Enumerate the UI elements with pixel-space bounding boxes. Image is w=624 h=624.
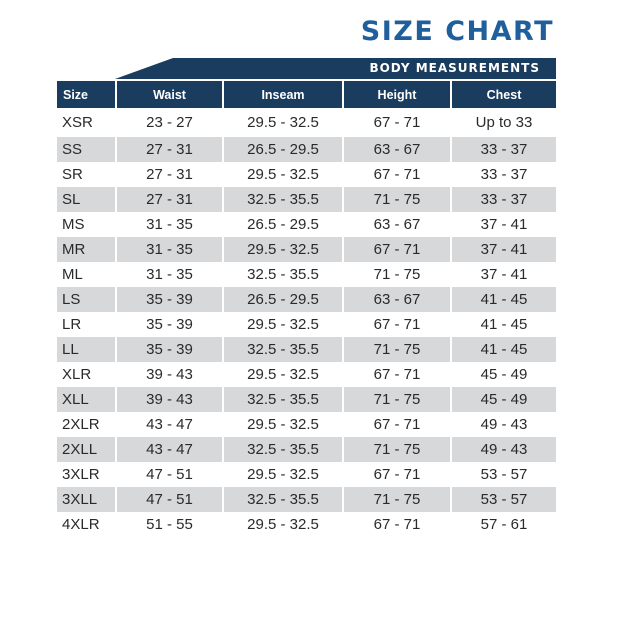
cell-height: 67 - 71: [343, 237, 451, 262]
cell-height: 71 - 75: [343, 387, 451, 412]
cell-height: 67 - 71: [343, 512, 451, 537]
cell-inseam: 32.5 - 35.5: [223, 262, 343, 287]
cell-inseam: 26.5 - 29.5: [223, 212, 343, 237]
cell-inseam: 32.5 - 35.5: [223, 487, 343, 512]
cell-inseam: 29.5 - 32.5: [223, 412, 343, 437]
cell-height: 67 - 71: [343, 108, 451, 137]
cell-inseam: 29.5 - 32.5: [223, 237, 343, 262]
cell-height: 71 - 75: [343, 187, 451, 212]
cell-chest: 53 - 57: [451, 462, 556, 487]
cell-waist: 43 - 47: [116, 437, 223, 462]
cell-inseam: 29.5 - 32.5: [223, 162, 343, 187]
cell-chest: 37 - 41: [451, 237, 556, 262]
cell-chest: 41 - 45: [451, 337, 556, 362]
table-row: [57, 337, 556, 362]
cell-inseam: 29.5 - 32.5: [223, 462, 343, 487]
cell-inseam: 26.5 - 29.5: [223, 287, 343, 312]
cell-size: 2XLR: [57, 412, 116, 437]
cell-size: 3XLL: [57, 487, 116, 512]
cell-inseam: 29.5 - 32.5: [223, 312, 343, 337]
table-row: [57, 387, 556, 412]
cell-inseam: 32.5 - 35.5: [223, 337, 343, 362]
table-row: [57, 437, 556, 462]
header-row: [57, 81, 556, 108]
cell-chest: 37 - 41: [451, 262, 556, 287]
table-row: [57, 162, 556, 187]
cell-inseam: 26.5 - 29.5: [223, 137, 343, 162]
page-title: SIZE CHART: [360, 16, 554, 47]
table-row: [57, 187, 556, 212]
cell-size: LR: [57, 312, 116, 337]
cell-waist: 47 - 51: [116, 487, 223, 512]
cell-height: 71 - 75: [343, 262, 451, 287]
table-row: [57, 108, 556, 137]
cell-chest: 45 - 49: [451, 362, 556, 387]
cell-size: SR: [57, 162, 116, 187]
cell-waist: 39 - 43: [116, 362, 223, 387]
cell-waist: 27 - 31: [116, 137, 223, 162]
cell-size: SL: [57, 187, 116, 212]
cell-chest: 33 - 37: [451, 162, 556, 187]
cell-height: 67 - 71: [343, 362, 451, 387]
cell-inseam: 29.5 - 32.5: [223, 108, 343, 137]
table-body: [57, 108, 556, 537]
header-height: Height: [343, 81, 451, 108]
cell-waist: 27 - 31: [116, 187, 223, 212]
cell-waist: 31 - 35: [116, 212, 223, 237]
cell-height: 67 - 71: [343, 462, 451, 487]
header-size: Size: [57, 81, 116, 108]
cell-inseam: 29.5 - 32.5: [223, 362, 343, 387]
header-inseam: Inseam: [223, 81, 343, 108]
cell-chest: Up to 33: [451, 108, 556, 137]
table-row: [57, 487, 556, 512]
table-row: [57, 237, 556, 262]
table-row: [57, 512, 556, 537]
cell-waist: 47 - 51: [116, 462, 223, 487]
cell-chest: 49 - 43: [451, 437, 556, 462]
cell-waist: 35 - 39: [116, 287, 223, 312]
table-row: [57, 412, 556, 437]
cell-waist: 35 - 39: [116, 337, 223, 362]
cell-chest: 45 - 49: [451, 387, 556, 412]
cell-inseam: 32.5 - 35.5: [223, 187, 343, 212]
table-row: [57, 212, 556, 237]
cell-chest: 37 - 41: [451, 212, 556, 237]
cell-size: 2XLL: [57, 437, 116, 462]
cell-size: SS: [57, 137, 116, 162]
cell-waist: 31 - 35: [116, 262, 223, 287]
cell-height: 71 - 75: [343, 337, 451, 362]
cell-height: 71 - 75: [343, 487, 451, 512]
table-row: [57, 462, 556, 487]
cell-height: 67 - 71: [343, 312, 451, 337]
size-chart-table: [57, 81, 556, 537]
cell-size: LL: [57, 337, 116, 362]
header-chest: Chest: [451, 81, 556, 108]
cell-size: ML: [57, 262, 116, 287]
cell-height: 63 - 67: [343, 287, 451, 312]
cell-waist: 27 - 31: [116, 162, 223, 187]
table-row: [57, 137, 556, 162]
cell-inseam: 29.5 - 32.5: [223, 512, 343, 537]
cell-size: XSR: [57, 108, 116, 137]
cell-waist: 51 - 55: [116, 512, 223, 537]
cell-size: XLL: [57, 387, 116, 412]
cell-chest: 33 - 37: [451, 187, 556, 212]
cell-chest: 33 - 37: [451, 137, 556, 162]
cell-size: MR: [57, 237, 116, 262]
cell-chest: 53 - 57: [451, 487, 556, 512]
cell-waist: 31 - 35: [116, 237, 223, 262]
cell-chest: 57 - 61: [451, 512, 556, 537]
cell-chest: 49 - 43: [451, 412, 556, 437]
cell-height: 63 - 67: [343, 137, 451, 162]
cell-height: 63 - 67: [343, 212, 451, 237]
cell-chest: 41 - 45: [451, 287, 556, 312]
header-waist: Waist: [116, 81, 223, 108]
table-row: [57, 362, 556, 387]
body-measurements-banner: [115, 58, 556, 79]
cell-waist: 43 - 47: [116, 412, 223, 437]
cell-height: 71 - 75: [343, 437, 451, 462]
cell-waist: 39 - 43: [116, 387, 223, 412]
cell-size: MS: [57, 212, 116, 237]
table-row: [57, 262, 556, 287]
cell-height: 67 - 71: [343, 162, 451, 187]
cell-height: 67 - 71: [343, 412, 451, 437]
cell-waist: 35 - 39: [116, 312, 223, 337]
cell-size: LS: [57, 287, 116, 312]
table-row: [57, 287, 556, 312]
cell-inseam: 32.5 - 35.5: [223, 437, 343, 462]
cell-waist: 23 - 27: [116, 108, 223, 137]
cell-size: 3XLR: [57, 462, 116, 487]
cell-chest: 41 - 45: [451, 312, 556, 337]
cell-inseam: 32.5 - 35.5: [223, 387, 343, 412]
table-row: [57, 312, 556, 337]
cell-size: XLR: [57, 362, 116, 387]
cell-size: 4XLR: [57, 512, 116, 537]
banner-label: BODY MEASUREMENTS: [369, 61, 540, 75]
